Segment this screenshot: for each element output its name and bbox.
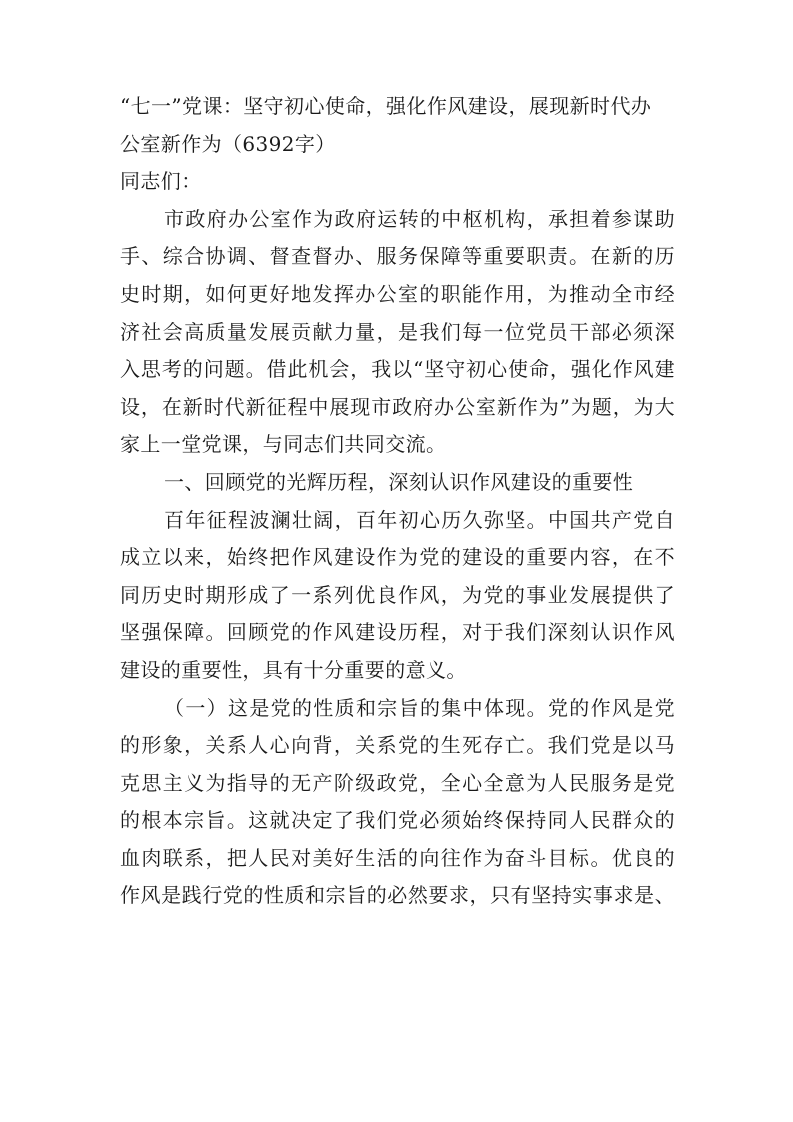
paragraph-3-line-4: 的根本宗旨。这就决定了我们党必须始终保持同人民群众的 [120, 808, 675, 833]
paragraph-1-line-4: 济社会高质量发展贡献力量，是我们每一位党员干部必须深 [120, 319, 675, 344]
section-heading-1: 一、回顾党的光辉历程，深刻认识作风建设的重要性 [164, 469, 634, 494]
paragraph-2-line-1: 百年征程波澜壮阔，百年初心历久弥坚。中国共产党自 [164, 507, 675, 532]
paragraph-1-line-5: 入思考的问题。借此机会，我以“坚守初心使命，强化作风建 [120, 357, 675, 382]
paragraph-1-line-1: 市政府办公室作为政府运转的中枢机构，承担着参谋助 [164, 206, 675, 231]
paragraph-3-line-3: 克思主义为指导的无产阶级政党，全心全意为人民服务是党 [120, 770, 675, 795]
paragraph-2-line-4: 坚强保障。回顾党的作风建设历程，对于我们深刻认识作风 [120, 620, 675, 645]
paragraph-3-line-2: 的形象，关系人心向背，关系党的生死存亡。我们党是以马 [120, 733, 675, 758]
document-body [120, 88, 675, 915]
paragraph-2-line-5: 建设的重要性，具有十分重要的意义。 [120, 657, 467, 682]
paragraph-1-line-3: 史时期，如何更好地发挥办公室的职能作用，为推动全市经 [120, 281, 675, 306]
paragraph-1-line-7: 家上一堂党课，与同志们共同交流。 [120, 432, 447, 457]
paragraph-3-line-6: 作风是践行党的性质和宗旨的必然要求，只有坚持实事求是、 [120, 883, 675, 908]
title-line-2: 公室新作为（6392字） [120, 131, 336, 156]
paragraph-1-line-6: 设，在新时代新征程中展现市政府办公室新作为”为题，为大 [120, 394, 675, 419]
title-line-1: “七一”党课：坚守初心使命，强化作风建设，展现新时代办 [120, 94, 652, 118]
paragraph-3-line-1: （一）这是党的性质和宗旨的集中体现。党的作风是党 [164, 695, 675, 720]
salutation: 同志们： [120, 169, 202, 194]
paragraph-3-line-5: 血肉联系，把人民对美好生活的向往作为奋斗目标。优良的 [120, 845, 675, 870]
paragraph-1-line-2: 手、综合协调、督查督办、服务保障等重要职责。在新的历 [120, 244, 675, 269]
paragraph-2-line-2: 成立以来，始终把作风建设作为党的建设的重要内容，在不 [120, 545, 675, 570]
paragraph-2-line-3: 同历史时期形成了一系列优良作风，为党的事业发展提供了 [120, 582, 675, 607]
